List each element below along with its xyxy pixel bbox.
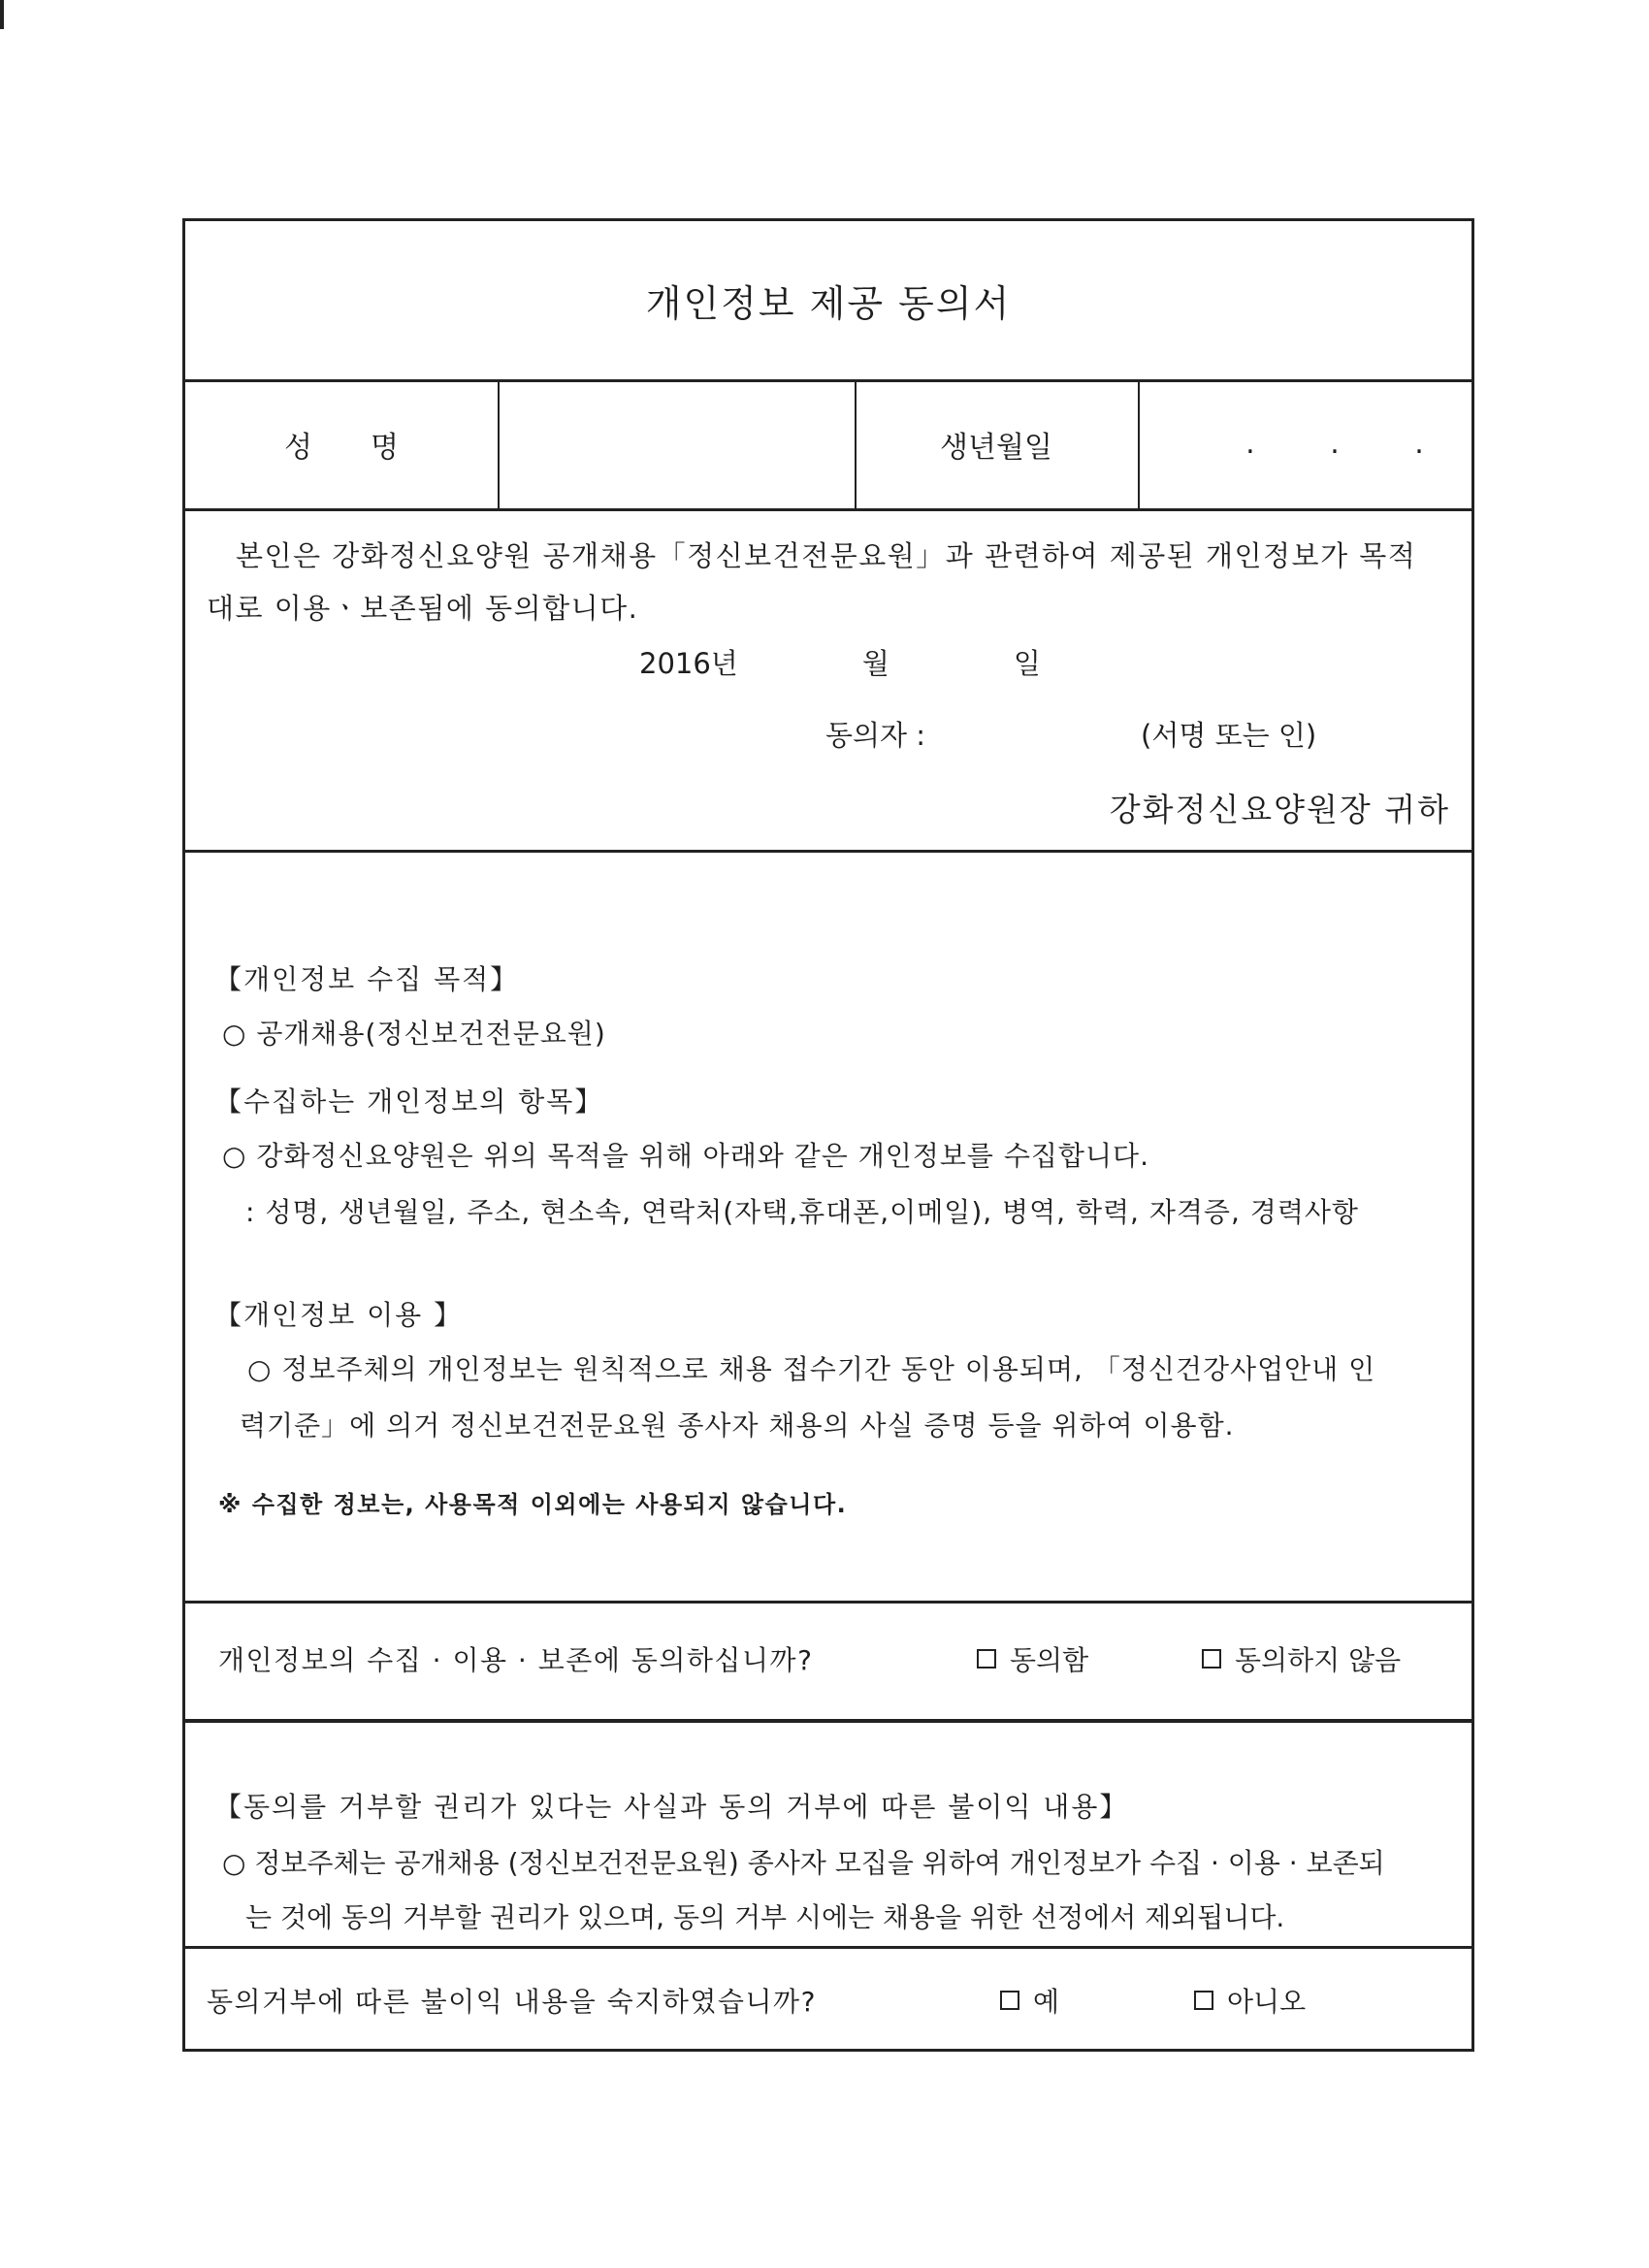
refusal-heading: 【동의를 거부할 권리가 있다는 사실과 동의 거부에 따른 불이익 내용】 <box>214 1791 1129 1823</box>
date-month: 월 <box>861 647 889 680</box>
addressee: 강화정신요양원장 귀하 <box>1109 791 1450 828</box>
consent-question-row <box>185 1601 1471 1719</box>
usage-item-line1: ○ 정보주체의 개인정보는 원칙적으로 채용 접수기간 동안 이용되며, 「정신건강사업안내 인 <box>247 1353 1376 1385</box>
agree-checkbox[interactable] <box>977 1649 996 1669</box>
usage-heading: 【개인정보 이용 】 <box>214 1299 464 1331</box>
no-option[interactable] <box>1194 1981 1306 2020</box>
name-field[interactable] <box>498 379 855 508</box>
yes-label: 예 <box>1033 1986 1060 2018</box>
agree-option[interactable] <box>977 1639 1088 1678</box>
purpose-heading: 【개인정보 수집 목적】 <box>214 963 520 995</box>
no-checkbox[interactable] <box>1194 1991 1213 2010</box>
disagree-option[interactable] <box>1202 1639 1401 1678</box>
consent-statement-section <box>185 508 1471 850</box>
title-row <box>185 221 1471 379</box>
acknowledge-question: 동의거부에 따른 불이익 내용을 숙지하였습니까? <box>207 1986 817 2018</box>
name-label: 성명 <box>284 430 457 465</box>
signature-hint: (서명 또는 인) <box>1141 719 1317 752</box>
privacy-info-section <box>185 850 1471 1601</box>
scan-edge-mark <box>0 0 4 29</box>
consent-form <box>182 218 1474 2052</box>
date-line <box>639 642 1041 682</box>
birth-date-label: 생년월일 <box>940 430 1052 465</box>
items-heading: 【수집하는 개인정보의 항목】 <box>214 1085 604 1118</box>
consent-text <box>207 530 1433 634</box>
disagree-label: 동의하지 않음 <box>1235 1644 1402 1676</box>
birth-date-field[interactable]: . . . <box>1245 427 1457 461</box>
date-day: 일 <box>1013 647 1041 680</box>
acknowledge-question-row <box>185 1946 1471 2053</box>
yes-checkbox[interactable] <box>1000 1991 1019 2010</box>
usage-note: ※ 수집한 정보는, 사용목적 이외에는 사용되지 않습니다. <box>218 1491 848 1518</box>
yes-option[interactable] <box>1000 1981 1059 2020</box>
personal-info-row <box>185 379 1471 508</box>
date-year: 2016년 <box>639 647 738 680</box>
signature-field[interactable] <box>925 714 1141 754</box>
agree-label: 동의함 <box>1010 1644 1089 1676</box>
no-label: 아니오 <box>1227 1986 1307 2018</box>
purpose-item: ○ 공개채용(정신보건전문요원) <box>222 1018 606 1050</box>
signer-line <box>825 714 1316 754</box>
usage-item-line2: 력기준」에 의거 정신보건전문요원 종사자 채용의 사실 증명 등을 위하여 이용함. <box>240 1409 1235 1442</box>
items-item: ○ 강화정신요양원은 위의 목적을 위해 아래와 같은 개인정보를 수집합니다. <box>222 1140 1149 1172</box>
consent-question: 개인정보의 수집 · 이용 · 보존에 동의하십니까? <box>218 1644 814 1676</box>
refusal-item-line2: 는 것에 동의 거부할 권리가 있으며, 동의 거부 시에는 채용을 위한 선정에서 제외됩니다. <box>245 1901 1285 1933</box>
refusal-item-line1: ○ 정보주체는 공개채용 (정신보건전문요원) 종사자 모집을 위하여 개인정보가 수집 · 이용 · 보존되 <box>222 1847 1385 1879</box>
refusal-right-section <box>185 1722 1471 1946</box>
disagree-checkbox[interactable] <box>1202 1649 1221 1669</box>
form-title: 개인정보 제공 동의서 <box>645 282 1012 325</box>
consent-paragraph: 본인은 강화정신요양원 공개채용「정신보건전문요원」과 관련하여 제공된 개인정보가 목적대로 이용ㆍ보존됨에 동의합니다. <box>207 539 1417 625</box>
signer-label: 동의자 : <box>825 719 926 752</box>
items-detail: : 성명, 생년월일, 주소, 현소속, 연락처(자택,휴대폰,이메일), 병역, 학력, 자격증, 경력사항 <box>245 1196 1359 1228</box>
